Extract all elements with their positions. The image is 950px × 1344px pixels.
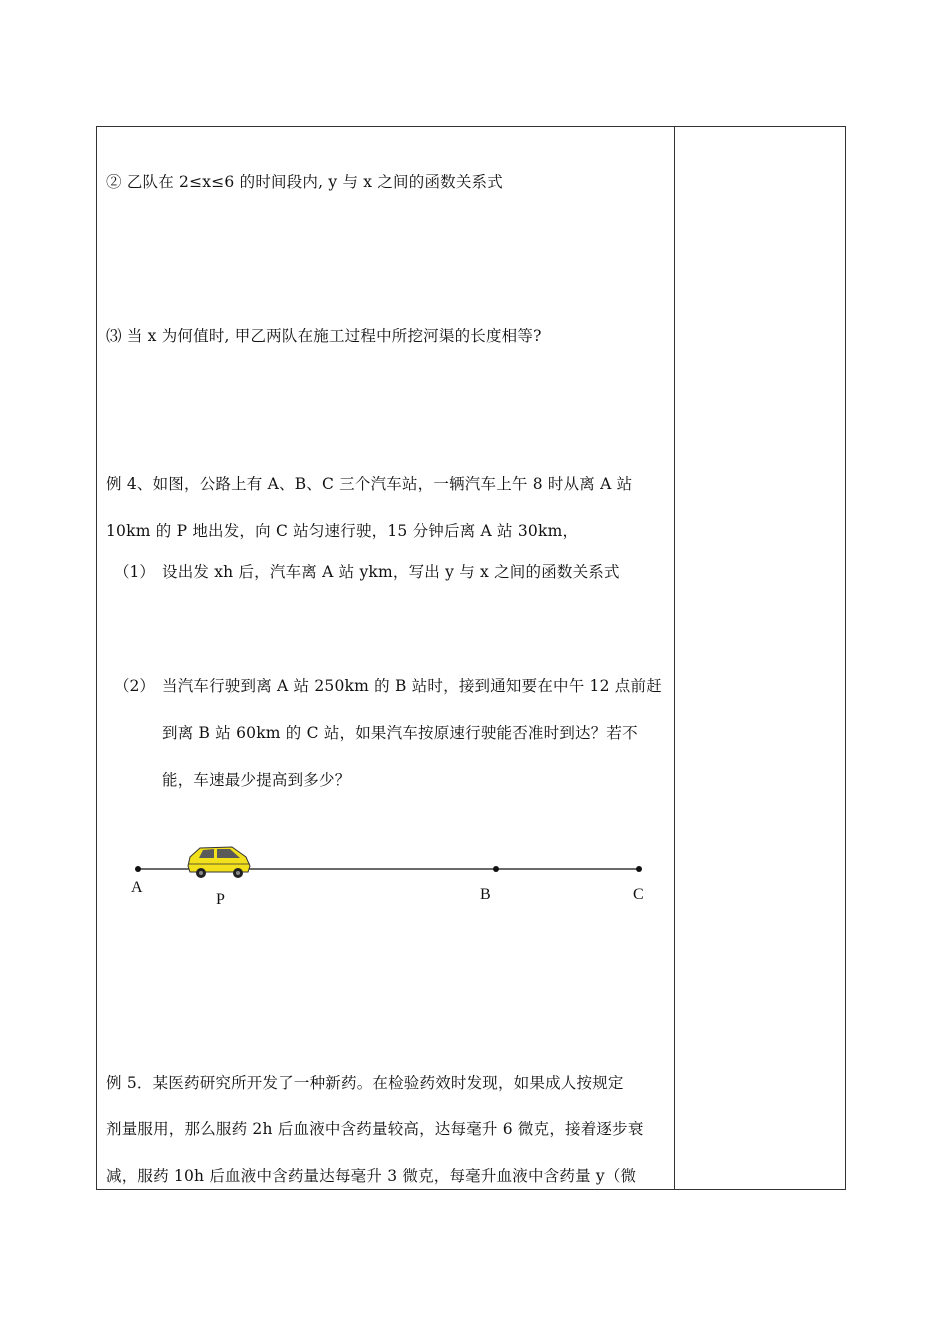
question-3: ⑶ 当 x 为何值时, 甲乙两队在施工过程中所挖河渠的长度相等? <box>106 327 542 345</box>
example-4-line-2: 10km 的 P 地出发，向 C 站匀速行驶，15 分钟后离 A 站 30km， <box>106 522 579 540</box>
label-a: A <box>131 879 143 896</box>
point-b <box>493 866 499 872</box>
part-2-text-2: 到离 B 站 60km 的 C 站，如果汽车按原速行驶能否准时到达？若不 <box>162 724 638 742</box>
label-p: P <box>216 891 225 908</box>
example-5-line-3: 减，服药 10h 后血液中含药量达每毫升 3 微克，每毫升血液中含药量 y（微 <box>106 1167 637 1185</box>
part-2-text-3: 能，车速最少提高到多少？ <box>162 771 351 789</box>
part-1-number: （1） <box>114 563 155 581</box>
example-5-line-2: 剂量服用，那么服药 2h 后血液中含药量较高，达每毫升 6 微克，接着逐步衰 <box>106 1120 644 1138</box>
part-2-text-1: 当汽车行驶到离 A 站 250km 的 B 站时，接到通知要在中午 12 点前赶 <box>162 677 662 695</box>
car-icon <box>188 847 250 878</box>
point-c <box>636 866 642 872</box>
example-4-line-1: 例 4、如图，公路上有 A、B、C 三个汽车站，一辆汽车上午 8 时从离 A 站 <box>106 475 633 493</box>
example-5-line-1: 例 5．某医药研究所开发了一种新药。在检验药效时发现，如果成人按规定 <box>106 1074 624 1092</box>
point-a <box>135 866 141 872</box>
label-b: B <box>480 886 491 903</box>
part-1-text: 设出发 xh 后，汽车离 A 站 ykm，写出 y 与 x 之间的函数关系式 <box>162 563 620 581</box>
part-2-number: （2） <box>114 677 155 695</box>
question-2: ② 乙队在 2≤x≤6 的时间段内, y 与 x 之间的函数关系式 <box>106 173 503 191</box>
label-c: C <box>633 886 644 903</box>
